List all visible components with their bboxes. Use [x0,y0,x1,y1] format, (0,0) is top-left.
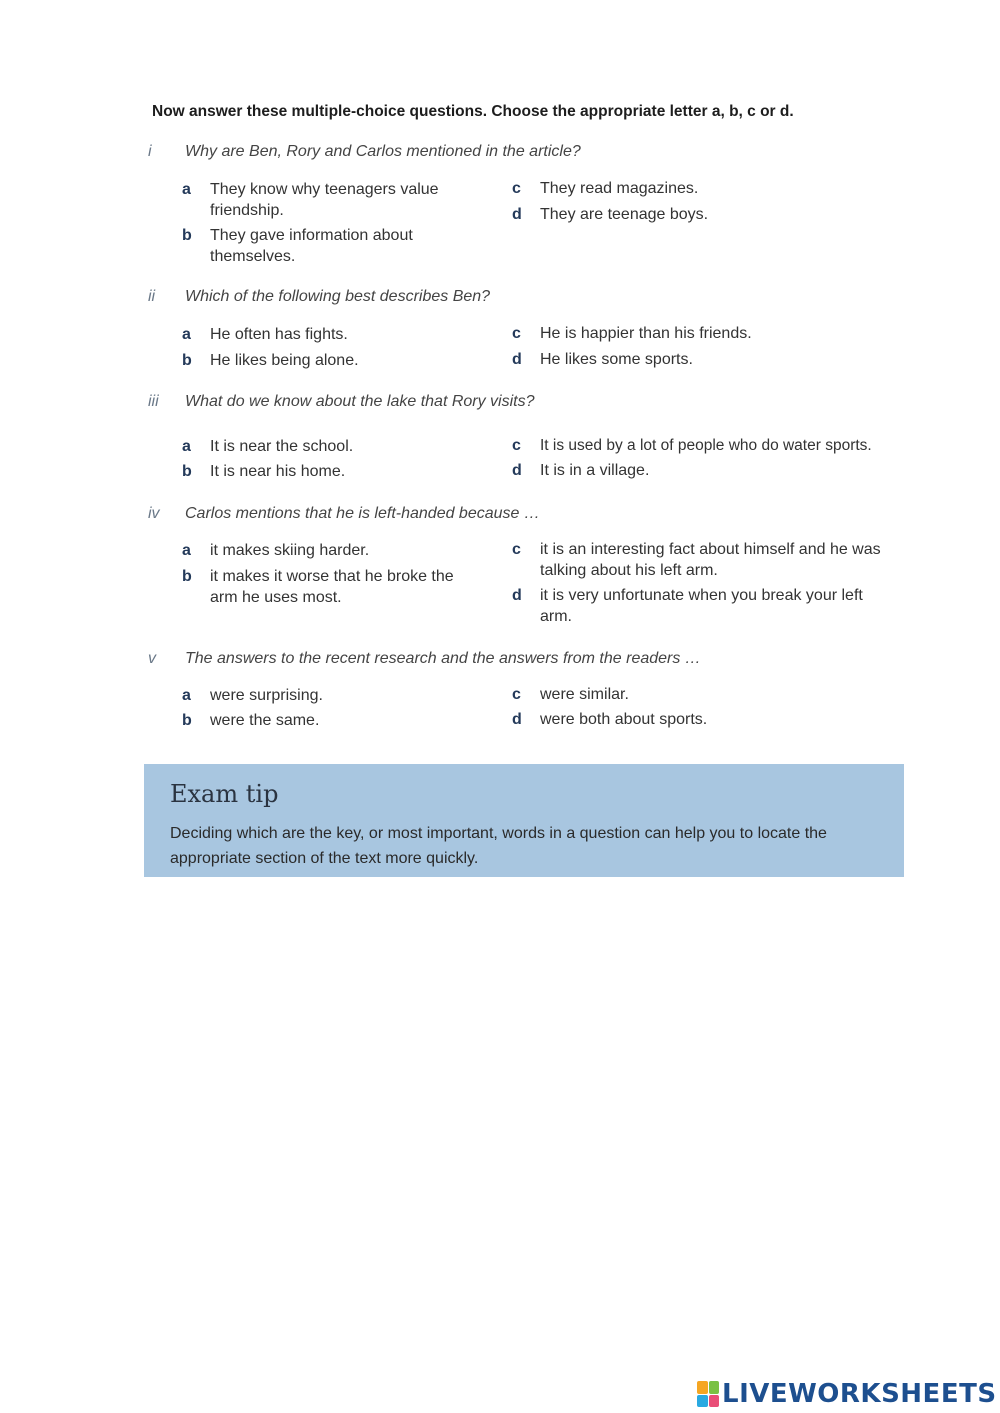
question-text: Why are Ben, Rory and Carlos mentioned in the article? [185,143,581,160]
option-text: He likes being alone. [210,352,359,369]
option-text: It is near the school. [210,438,354,455]
option-text: He likes some sports. [540,351,693,368]
option-c[interactable] [512,435,912,456]
option-letter: b [182,352,192,369]
question-stem [148,143,918,167]
option-letter: b [182,568,192,585]
option-letter: c [512,437,521,454]
exam-tip-title: Exam tip [170,780,279,808]
option-b[interactable] [182,350,482,371]
option-letter: d [512,711,522,728]
logo-mark-square [697,1381,708,1394]
option-letter: c [512,325,521,342]
logo-mark-icon [697,1381,719,1407]
question-number: iv [148,505,160,522]
option-text: were similar. [540,686,629,703]
option-a[interactable] [182,179,482,221]
question-number: iii [148,393,159,410]
question-text: The answers to the recent research and the answers from the readers … [185,650,701,667]
option-letter: c [512,686,521,703]
exam-tip-box [144,764,904,877]
option-d[interactable] [512,460,912,481]
option-letter: d [512,587,522,604]
option-d[interactable] [512,204,912,225]
question-5 [148,650,918,740]
option-b[interactable] [182,710,482,731]
question-number: i [148,143,152,160]
option-d[interactable] [512,709,912,730]
option-text: It is near his home. [210,463,346,480]
question-number: ii [148,288,156,305]
question-stem [148,650,918,674]
instruction-text: Now answer these multiple-choice questions. Choose the appropriate letter a, b, c or d. [152,103,794,120]
option-text: were the same. [210,712,320,729]
option-text: He is happier than his friends. [540,325,752,342]
logo-mark-square [709,1395,720,1408]
option-letter: a [182,687,191,704]
question-stem [148,505,918,529]
option-text: They read magazines. [540,180,699,197]
option-letter: d [512,462,522,479]
option-text: They know why teenagers value friendship. [210,181,439,219]
question-text: Carlos mentions that he is left-handed because … [185,505,540,522]
option-letter: b [182,712,192,729]
option-b[interactable] [182,566,482,608]
option-text: It is used by a lot of people who do water sports. [540,437,872,454]
option-b[interactable] [182,461,482,482]
question-stem [148,393,918,417]
option-text: He often has fights. [210,326,348,343]
option-text: They gave information about themselves. [210,227,413,265]
question-text: What do we know about the lake that Rory visits? [185,393,535,410]
option-letter: b [182,463,192,480]
option-text: it makes it worse that he broke the arm he uses most. [210,568,454,606]
logo-mark-square [709,1381,720,1394]
option-b[interactable] [182,225,482,267]
option-d[interactable] [512,349,912,370]
option-text: It is in a village. [540,462,650,479]
question-1 [148,143,918,273]
option-c[interactable] [512,178,912,199]
option-text: it makes skiing harder. [210,542,370,559]
question-number: v [148,650,156,667]
question-stem [148,288,918,312]
question-text: Which of the following best describes Ben? [185,288,491,305]
option-text: were both about sports. [540,711,708,728]
option-c[interactable] [512,323,912,344]
option-a[interactable] [182,324,482,345]
option-letter: d [512,351,522,368]
question-2 [148,288,918,378]
option-a[interactable] [182,540,482,561]
liveworksheets-logo [697,1377,997,1411]
option-c[interactable] [512,539,912,581]
exam-tip-text: Deciding which are the key, or most important, words in a question can help you to locate the appropriate section of the text more quickly. [170,825,827,867]
option-a[interactable] [182,436,482,457]
option-text: it is very unfortunate when you break your left arm. [540,587,863,625]
option-text: were surprising. [210,687,323,704]
option-letter: a [182,438,191,455]
logo-mark-square [697,1395,708,1408]
logo-text: LIVEWORKSHEETS [722,1379,997,1409]
option-c[interactable] [512,684,912,705]
option-text: it is an interesting fact about himself and he was talking about his left arm. [540,541,881,579]
option-d[interactable] [512,585,912,627]
question-4 [148,505,918,630]
question-3 [148,393,918,483]
option-letter: a [182,542,191,559]
option-letter: c [512,180,521,197]
option-letter: a [182,181,191,198]
option-text: They are teenage boys. [540,206,709,223]
option-letter: a [182,326,191,343]
option-letter: d [512,206,522,223]
option-a[interactable] [182,685,482,706]
option-letter: c [512,541,521,558]
option-letter: b [182,227,192,244]
